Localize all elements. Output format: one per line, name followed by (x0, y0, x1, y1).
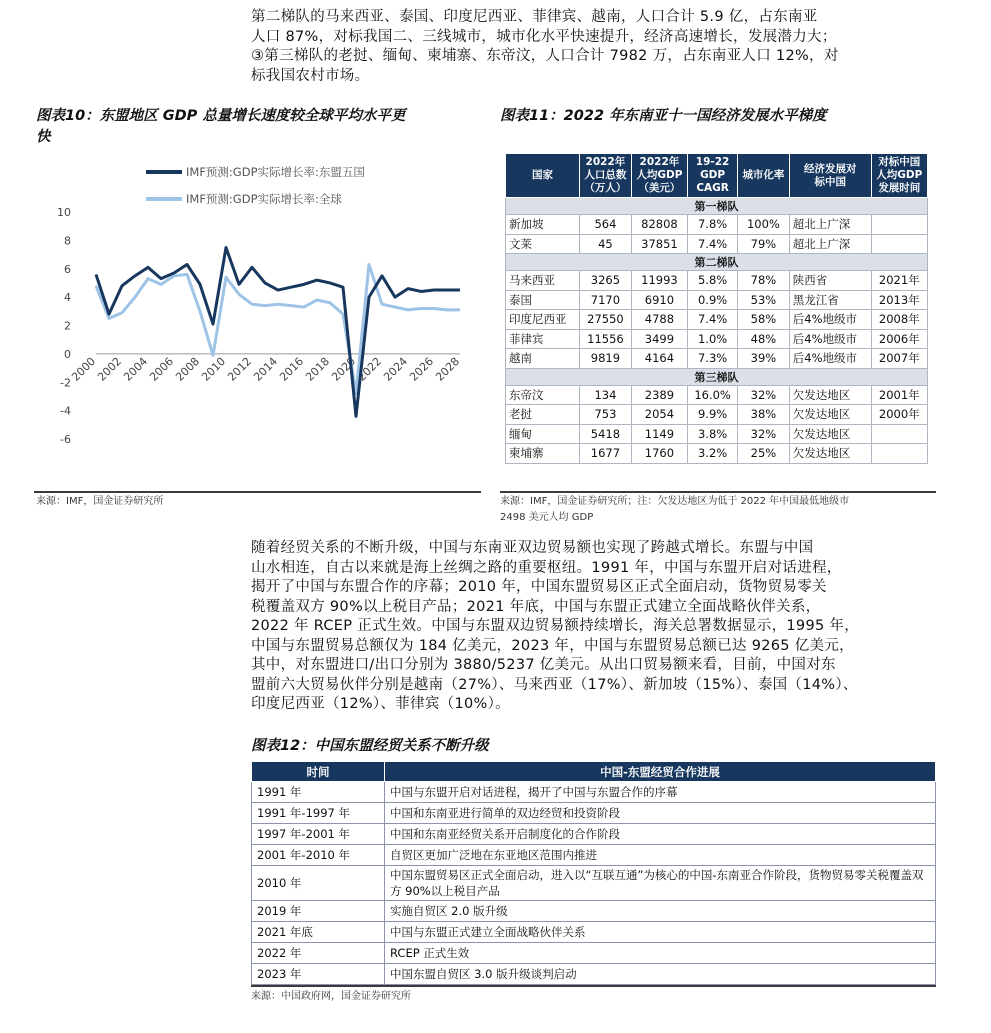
x-tick-label: 2004 (121, 354, 151, 384)
header-text: 人均GDP (876, 169, 923, 181)
timeline-date: 2022 年 (252, 943, 385, 964)
table-row (252, 922, 936, 943)
table-cell: 1.0% (688, 329, 738, 349)
table-cell: 45 (580, 234, 632, 254)
intro-paragraph (251, 8, 951, 86)
table-cell: 泰国 (506, 290, 580, 310)
table-cell: 超北上广深 (789, 234, 871, 254)
gdp-growth-chart (34, 150, 480, 484)
figure12-source: 来源：中国政府网，国金证券研究所 (251, 991, 411, 1002)
tier-table-header-cell (738, 154, 790, 198)
table-cell: 32% (738, 385, 790, 405)
table-cell (871, 424, 927, 444)
table-row (506, 405, 928, 425)
timeline-date: 2010 年 (252, 866, 385, 901)
timeline-date: 2021 年底 (252, 922, 385, 943)
trade-timeline-header (252, 762, 936, 782)
table-cell: 印度尼西亚 (506, 310, 580, 330)
table-row (252, 964, 936, 985)
table-cell: 0.9% (688, 290, 738, 310)
table-cell: 25% (738, 444, 790, 464)
economy-tier-table-body (506, 198, 928, 464)
table-cell: 1149 (631, 424, 687, 444)
x-tick-label: 2008 (173, 354, 203, 384)
y-tick-label: 2 (64, 319, 71, 333)
table-cell: 38% (738, 405, 790, 425)
table-cell: 欠发达地区 (789, 424, 871, 444)
table-cell: 2054 (631, 405, 687, 425)
y-tick-label: 10 (57, 206, 71, 219)
paragraph-line: 其中，对东盟进口/出口分别为 3880/5237 亿美元。从出口贸易额来看，目前，中国对东 (251, 657, 836, 673)
tier-table-header-cell (506, 154, 580, 198)
table-row (506, 424, 928, 444)
timeline-event: 自贸区更加广泛地在东亚地区范围内推进 (385, 845, 936, 866)
x-tick-label: 2026 (407, 354, 437, 384)
paragraph-line: 随着经贸关系的不断升级，中国与东南亚双边贸易额也实现了跨越式增长。东盟与中国 (251, 540, 814, 556)
timeline-date: 1991 年 (252, 782, 385, 803)
timeline-date: 2001 年-2010 年 (252, 845, 385, 866)
table-row (506, 271, 928, 291)
table-cell: 11556 (580, 329, 632, 349)
table-row (252, 782, 936, 803)
economy-tier-table-header (506, 154, 928, 198)
figure10-title-line1: 图表10：东盟地区 GDP 总量增长速度较全球平均水平更 (36, 108, 406, 124)
table-cell: 9.9% (688, 405, 738, 425)
chart-svg (34, 150, 480, 484)
timeline-date: 2023 年 (252, 964, 385, 985)
table-cell: 37851 (631, 234, 687, 254)
table-cell: 1677 (580, 444, 632, 464)
x-tick-label: 2024 (381, 354, 411, 384)
table-row (252, 845, 936, 866)
tier-label-row (506, 368, 928, 385)
table-row (506, 329, 928, 349)
table-row (252, 803, 936, 824)
timeline-event: 中国和东南亚经贸关系开启制度化的合作阶段 (385, 824, 936, 845)
table-cell: 2006年 (871, 329, 927, 349)
table-row (506, 444, 928, 464)
table-cell: 7170 (580, 290, 632, 310)
table-cell: 超北上广深 (789, 215, 871, 235)
table-cell: 2001年 (871, 385, 927, 405)
x-tick-label: 2018 (303, 354, 333, 384)
table-cell: 2013年 (871, 290, 927, 310)
paragraph-line: 揭开了中国与东盟合作的序幕；2010 年，中国东盟贸易区正式全面启动，货物贸易零关 (251, 579, 827, 595)
x-tick-label: 2020 (329, 354, 359, 384)
figure11-title: 图表11：2022 年东南亚十一国经济发展水平梯度 (500, 108, 827, 124)
header-text: 国家 (532, 169, 554, 181)
table-cell: 2008年 (871, 310, 927, 330)
tier-label: 第一梯队 (506, 198, 928, 215)
timeline-event: 中国东盟自贸区 3.0 版升级谈判启动 (385, 964, 936, 985)
table-cell: 79% (738, 234, 790, 254)
y-tick-label: 4 (64, 291, 71, 305)
table-cell: 菲律宾 (506, 329, 580, 349)
table-cell: 2389 (631, 385, 687, 405)
table-cell: 32% (738, 424, 790, 444)
table-cell: 越南 (506, 349, 580, 369)
y-tick-label: -2 (60, 376, 71, 390)
y-tick-label: 0 (64, 347, 71, 361)
legend-label: IMF预测:GDP实际增长率:东盟五国 (186, 165, 365, 179)
table-row (252, 866, 936, 901)
x-tick-label: 2022 (355, 354, 385, 384)
header-text: GDP (700, 169, 726, 181)
table-cell: 53% (738, 290, 790, 310)
header-text: 城市化率 (742, 169, 785, 181)
y-tick-label: -4 (60, 404, 71, 418)
paragraph-line: 盟前六大贸易伙伴分别是越南（27%）、马来西亚（17%）、新加坡（15%）、泰国（14%）、 (251, 676, 858, 693)
trade-timeline-table (251, 761, 936, 985)
figure10-bottom-rule (34, 491, 481, 493)
table-cell: 2007年 (871, 349, 927, 369)
tier-table-header-cell (580, 154, 632, 198)
header-text: 2022年 (585, 156, 626, 168)
figure12-bottom-rule (251, 985, 936, 987)
header-time: 时间 (252, 762, 385, 782)
table-cell: 马来西亚 (506, 271, 580, 291)
timeline-event: 实施自贸区 2.0 版升级 (385, 901, 936, 922)
table-cell: 9819 (580, 349, 632, 369)
y-tick-label: 6 (64, 262, 71, 276)
table-cell: 后4%地级市 (789, 310, 871, 330)
table-cell: 5418 (580, 424, 632, 444)
tier-label-row (506, 254, 928, 271)
table-cell: 后4%地级市 (789, 349, 871, 369)
table-cell: 564 (580, 215, 632, 235)
table-row (252, 901, 936, 922)
paragraph-line: 标我国农村市场。 (251, 67, 370, 84)
header-text: 经济发展对 (803, 162, 857, 175)
timeline-date: 1997 年-2001 年 (252, 824, 385, 845)
paragraph-line: 中国与东盟贸易总额仅为 184 亿美元，2023 年，中国与东盟贸易总额已达 9265 亿美元， (251, 637, 854, 654)
table-cell: 4788 (631, 310, 687, 330)
table-cell: 后4%地级市 (789, 329, 871, 349)
figure10-title-line2: 快 (36, 129, 51, 145)
timeline-event: RCEP 正式生效 (385, 943, 936, 964)
table-cell: 39% (738, 349, 790, 369)
table-cell (871, 215, 927, 235)
table-cell: 欠发达地区 (789, 405, 871, 425)
table-cell: 3499 (631, 329, 687, 349)
table-cell: 78% (738, 271, 790, 291)
figure12-title: 图表12：中国东盟经贸关系不断升级 (251, 738, 489, 754)
trade-timeline-body (252, 782, 936, 985)
table-cell: 老挝 (506, 405, 580, 425)
table-cell: 7.3% (688, 349, 738, 369)
table-cell: 58% (738, 310, 790, 330)
paragraph-line: ③第三梯队的老挝、缅甸、柬埔寨、东帝汶，人口合计 7982 万，占东南亚人口 12%，对 (251, 48, 839, 64)
figure10-title (36, 106, 476, 148)
header-text: 19-22 (695, 156, 730, 168)
paragraph-line: 税覆盖双方 90%以上税目产品；2021 年底，中国与东盟正式建立全面战略伙伴关系， (251, 598, 821, 615)
paragraph-line: 印度尼西亚（12%）、菲律宾（10%）。 (251, 696, 510, 712)
table-cell: 缅甸 (506, 424, 580, 444)
trade-paragraph (251, 539, 951, 715)
paragraph-line: 人口 87%，对标我国二、三线城市，城市化水平快速提升，经济高速增长，发展潜力大； (251, 28, 837, 45)
x-tick-label: 2010 (199, 354, 229, 384)
table-cell: 3.8% (688, 424, 738, 444)
table-cell: 3.2% (688, 444, 738, 464)
table-cell: 欠发达地区 (789, 444, 871, 464)
x-tick-label: 2016 (277, 354, 307, 384)
header-progress: 中国-东盟经贸合作进展 (385, 762, 936, 782)
tier-table-header-cell (688, 154, 738, 198)
y-tick-label: -6 (60, 433, 71, 446)
timeline-event: 中国东盟贸易区正式全面启动，进入以“互联互通”为核心的中国-东南亚合作阶段，货物贸易零关税覆盖双方 90%以上税目产品 (385, 866, 936, 901)
table-cell: 11993 (631, 271, 687, 291)
header-text: （万人） (584, 182, 627, 194)
table-cell: 欠发达地区 (789, 385, 871, 405)
table-row (506, 310, 928, 330)
timeline-date: 1991 年-1997 年 (252, 803, 385, 824)
table-cell: 16.0% (688, 385, 738, 405)
table-row (252, 943, 936, 964)
header-text: CAGR (696, 182, 729, 194)
table-cell: 134 (580, 385, 632, 405)
table-cell: 2021年 (871, 271, 927, 291)
table-cell: 5.8% (688, 271, 738, 291)
table-row (252, 824, 936, 845)
tier-label: 第二梯队 (506, 254, 928, 271)
table-cell: 黑龙江省 (789, 290, 871, 310)
table-cell: 7.8% (688, 215, 738, 235)
table-row (506, 234, 928, 254)
table-cell: 48% (738, 329, 790, 349)
x-tick-label: 2028 (433, 354, 463, 384)
table-cell (871, 444, 927, 464)
table-cell: 27550 (580, 310, 632, 330)
table-cell: 新加坡 (506, 215, 580, 235)
table-row (506, 290, 928, 310)
tier-table-header-cell (871, 154, 927, 198)
series-line (96, 247, 463, 416)
table-cell: 753 (580, 405, 632, 425)
economy-tier-table (505, 153, 928, 464)
tier-label-row (506, 198, 928, 215)
header-text: （美元） (638, 182, 681, 194)
figure10-source: 来源：IMF，国金证券研究所 (36, 496, 164, 507)
table-cell: 7.4% (688, 310, 738, 330)
timeline-event: 中国和东南亚进行简单的双边经贸和投资阶段 (385, 803, 936, 824)
header-text: 人口总数 (584, 169, 627, 181)
timeline-event: 中国与东盟正式建立全面战略伙伴关系 (385, 922, 936, 943)
tier-table-header-cell (631, 154, 687, 198)
table-cell: 东帝汶 (506, 385, 580, 405)
y-tick-label: 8 (64, 234, 71, 248)
table-cell: 柬埔寨 (506, 444, 580, 464)
tier-label: 第三梯队 (506, 368, 928, 385)
figure11-bottom-rule (500, 491, 936, 493)
x-tick-label: 2000 (69, 354, 99, 384)
header-text: 发展时间 (878, 182, 921, 194)
table-cell: 1760 (631, 444, 687, 464)
header-text: 对标中国 (878, 156, 921, 168)
paragraph-line: 山水相连，自古以来就是海上丝绸之路的重要枢纽。1991 年，中国与东盟开启对话进程， (251, 559, 842, 576)
tier-table-header-cell (789, 154, 871, 198)
figure11-source (500, 494, 940, 526)
table-cell: 100% (738, 215, 790, 235)
table-cell: 2000年 (871, 405, 927, 425)
timeline-date: 2019 年 (252, 901, 385, 922)
table-cell: 3265 (580, 271, 632, 291)
table-row (506, 349, 928, 369)
x-tick-label: 2002 (95, 354, 125, 384)
table-cell: 文莱 (506, 234, 580, 254)
x-tick-label: 2006 (147, 354, 177, 384)
table-cell: 6910 (631, 290, 687, 310)
table-row (506, 385, 928, 405)
x-tick-label: 2012 (225, 354, 255, 384)
header-text: 人均GDP (636, 169, 683, 181)
table-cell: 82808 (631, 215, 687, 235)
table-cell: 4164 (631, 349, 687, 369)
x-tick-label: 2014 (251, 354, 281, 384)
paragraph-line: 2022 年 RCEP 正式生效。中国与东盟双边贸易额持续增长，海关总署数据显示，1995 年， (251, 618, 860, 634)
table-cell: 7.4% (688, 234, 738, 254)
figure11-source-line1: 来源：IMF，国金证券研究所；注：欠发达地区为低于 2022 年中国最低地级市 (500, 496, 850, 507)
table-cell (871, 234, 927, 254)
table-cell: 陕西省 (789, 271, 871, 291)
legend-label: IMF预测:GDP实际增长率:全球 (186, 192, 342, 206)
paragraph-line: 第二梯队的马来西亚、泰国、印度尼西亚、菲律宾、越南，人口合计 5.9 亿，占东南亚 (251, 9, 818, 25)
table-row (506, 215, 928, 235)
figure11-source-line2: 2498 美元人均 GDP (500, 512, 594, 523)
header-text: 2022年 (639, 156, 680, 168)
timeline-event: 中国与东盟开启对话进程，揭开了中国与东盟合作的序幕 (385, 782, 936, 803)
header-text: 标中国 (814, 175, 846, 188)
